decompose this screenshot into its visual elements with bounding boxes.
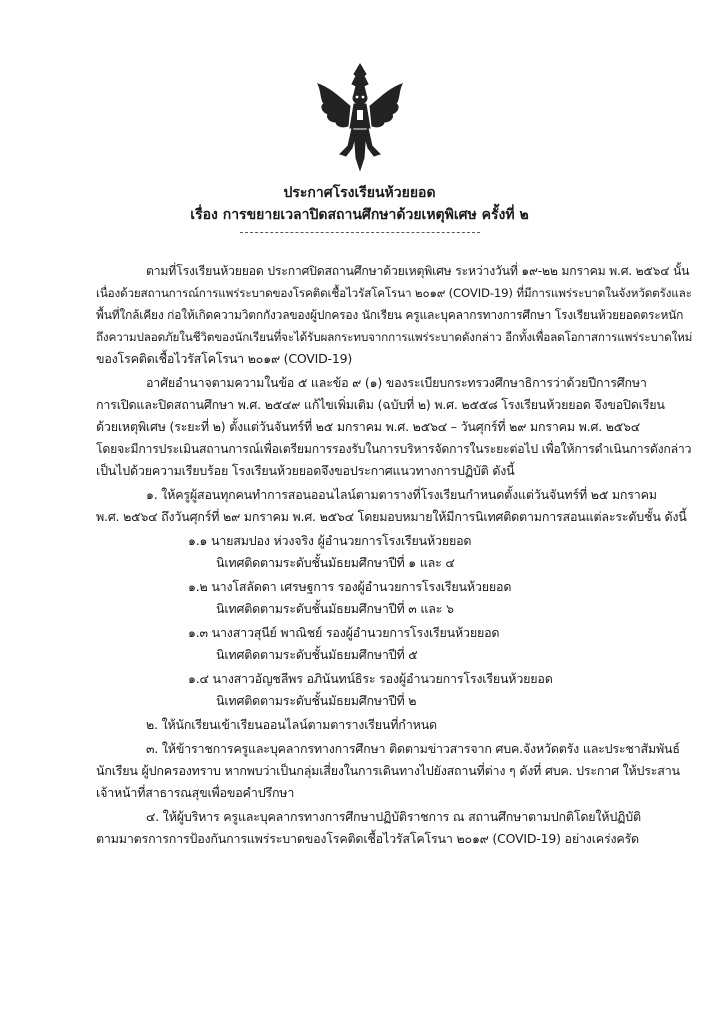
- supervisor-duty: นิเทศติดตามระดับชั้นมัธยมศึกษาปีที่ ๕: [216, 647, 418, 662]
- garuda-emblem-icon: [310, 58, 410, 180]
- text-line: โดยจะมีการประเมินสถานการณ์เพื่อเตรียมการรองรับในการบริหารจัดการในระยะต่อไป เพื่อให้การดำเนินการดังกล่าว: [96, 442, 692, 456]
- header-divider: [240, 232, 480, 233]
- text-line: เนื่องด้วยสถานการณ์การแพร่ระบาดของโรคติดเชื้อไวรัสโคโรนา ๒๐๑๙ (COVID-19) ที่มีการแพร่ระบาดในจังหวัดตรังและ: [96, 286, 692, 300]
- supervisor-name: ๑.๓ นางสาวสุนีย์ พาณิชย์ รองผู้อำนวยการโรงเรียนห้วยยอด: [188, 625, 500, 640]
- text-line: พ.ศ. ๒๕๖๔ ถึงวันศุกร์ที่ ๒๙ มกราคม พ.ศ. ๒๕๖๔ โดยมอบหมายให้มีการนิเทศติดตามการสอนแต่ละระดับชั้น ดังนี้: [96, 509, 687, 524]
- text-line: ถึงความปลอดภัยในชีวิตของนักเรียนที่จะได้รับผลกระทบจากการแพร่ระบาดดังกล่าว อีกทั้งเพื่อลดโอกาสการแพร่ระบาดใหม่: [96, 330, 693, 344]
- text-line: การเปิดและปิดสถานศึกษา พ.ศ. ๒๕๔๙ แก้ไขเพิ่มเติม (ฉบับที่ ๒) พ.ศ. ๒๕๕๘ โรงเรียนห้วยยอด จึงขอปิดเรียน: [96, 397, 665, 412]
- text-line: ตามมาตรการการป้องกันการแพร่ระบาดของโรคติดเชื้อไวรัสโคโรนา ๒๐๑๙ (COVID-19) อย่างเคร่งครัด: [96, 831, 639, 846]
- announcement-title: ประกาศโรงเรียนห้วยยอด: [283, 185, 436, 201]
- text-line: ด้วยเหตุพิเศษ (ระยะที่ ๒) ตั้งแต่วันจันทร์ที่ ๒๕ มกราคม พ.ศ. ๒๕๖๔ – วันศุกร์ที่ ๒๙ มกราคม พ.ศ. ๒๕๖๔: [96, 419, 641, 434]
- announcement-subject: เรื่อง การขยายเวลาปิดสถานศึกษาด้วยเหตุพิเศษ ครั้งที่ ๒: [190, 207, 529, 223]
- supervisor-duty: นิเทศติดตามระดับชั้นมัธยมศึกษาปีที่ ๑ และ ๔: [216, 555, 455, 570]
- supervisor-name: ๑.๔ นางสาวอัญชลีพร อภินันทน์ธิระ รองผู้อำนวยการโรงเรียนห้วยยอด: [188, 671, 553, 686]
- supervisor-duty: นิเทศติดตามระดับชั้นมัธยมศึกษาปีที่ ๓ และ ๖: [216, 601, 454, 616]
- item-2: ๒. ให้นักเรียนเข้าเรียนออนไลน์ตามตารางเรียนที่กำหนด: [146, 717, 437, 732]
- supervisor-duty: นิเทศติดตามระดับชั้นมัธยมศึกษาปีที่ ๒: [216, 693, 417, 708]
- text-line: พื้นที่ใกล้เคียง ก่อให้เกิดความวิตกกังวลของผู้ปกครอง นักเรียน ครูและบุคลากรทางการศึกษา โรงเรียนห้วยยอดตระหนัก: [96, 308, 684, 322]
- supervisor-name: ๑.๑ นายสมปอง ห่วงจริง ผู้อำนวยการโรงเรียนห้วยยอด: [188, 533, 472, 548]
- text-line: เป็นไปด้วยความเรียบร้อย โรงเรียนห้วยยอดจึงขอประกาศแนวทางการปฏิบัติ ดังนี้: [96, 463, 515, 478]
- text-line: ๑. ให้ครูผู้สอนทุกคนทำการสอนออนไลน์ตามตารางที่โรงเรียนกำหนดตั้งแต่วันจันทร์ที่ ๒๕ มกราคม: [146, 487, 657, 502]
- text-line: นักเรียน ผู้ปกครองทราบ หากพบว่าเป็นกลุ่มเสี่ยงในการเดินทางไปยังสถานที่ต่าง ๆ ดังที่ ศบค. ประกาศ ให้ประสาน: [96, 763, 680, 778]
- text-line: เจ้าหน้าที่สาธารณสุขเพื่อขอคำปรึกษา: [96, 785, 295, 800]
- text-line: ๓. ให้ข้าราชการครูและบุคลากรทางการศึกษา ติดตามข่าวสารจาก ศบค.จังหวัดตรัง และประชาสัมพันธ์: [146, 741, 680, 756]
- text-line: ของโรคติดเชื้อไวรัสโคโรนา ๒๐๑๙ (COVID-19): [96, 351, 353, 366]
- text-line: อาศัยอำนาจตามความในข้อ ๕ และข้อ ๙ (๑) ของระเบียบกระทรวงศึกษาธิการว่าด้วยปีการศึกษา: [146, 375, 647, 390]
- text-line: ตามที่โรงเรียนห้วยยอด ประกาศปิดสถานศึกษาด้วยเหตุพิเศษ ระหว่างวันที่ ๑๙-๒๒ มกราคม พ.ศ. ๒๕๖๔ นั้น: [146, 264, 690, 278]
- text-line: ๔. ให้ผู้บริหาร ครูและบุคลากรทางการศึกษาปฏิบัติราชการ ณ สถานศึกษาตามปกติโดยให้ปฏิบัติ: [146, 809, 641, 824]
- supervisor-name: ๑.๒ นางโสลัดดา เศรษฐการ รองผู้อำนวยการโรงเรียนห้วยยอด: [188, 579, 512, 594]
